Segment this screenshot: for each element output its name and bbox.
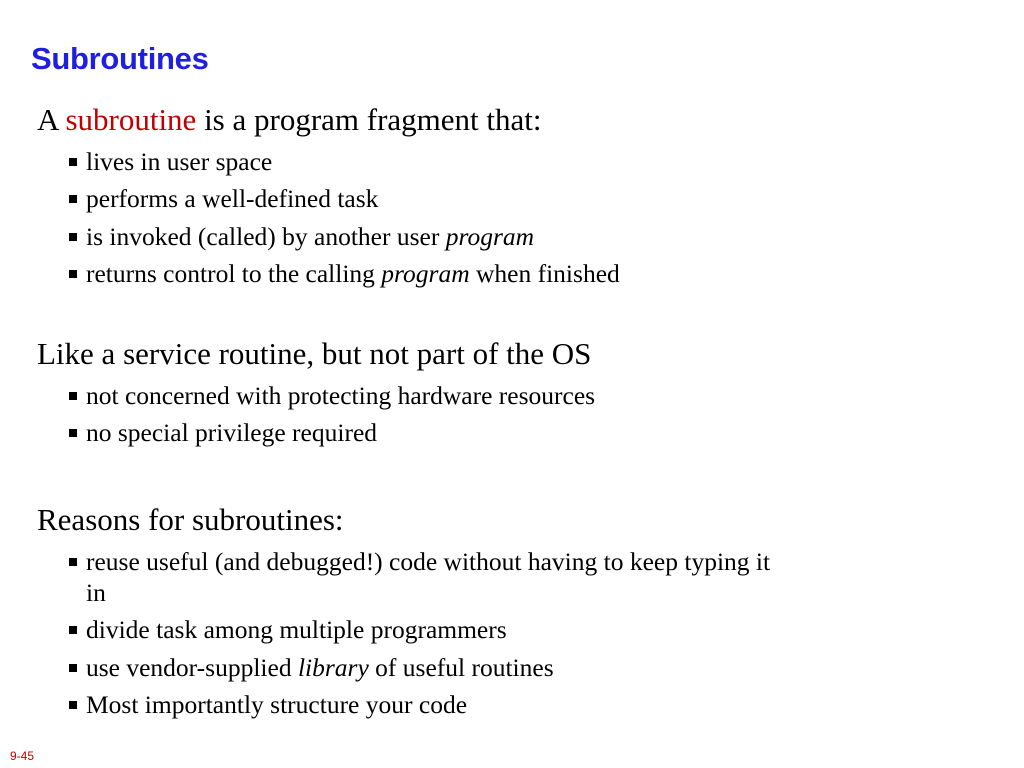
list-item <box>37 258 797 289</box>
list-item <box>37 546 786 608</box>
square-bullet-icon <box>69 392 77 400</box>
section-reasons <box>37 501 797 720</box>
square-bullet-icon <box>69 429 77 437</box>
bullet-text: is invoked (called) by another user <box>86 221 440 251</box>
square-bullet-icon <box>69 195 77 203</box>
section-heading <box>37 101 797 139</box>
section-service-routine-comparison <box>37 335 797 448</box>
bullet-list <box>37 546 797 721</box>
square-bullet-icon <box>69 233 77 241</box>
square-bullet-icon <box>69 626 77 634</box>
list-item <box>37 380 797 411</box>
section-heading: Like a service routine, but not part of the OS <box>37 336 592 371</box>
list-item <box>37 652 797 683</box>
emphasis-text: library <box>297 652 369 682</box>
list-item <box>37 146 797 177</box>
bullet-text: lives in user space <box>86 146 273 176</box>
bullet-text: no special privilege required <box>86 418 378 447</box>
page-number: 9-45 <box>10 749 35 763</box>
slide-title: Subroutines <box>31 41 209 76</box>
list-item <box>37 183 797 214</box>
list-item <box>37 614 797 645</box>
bullet-text: returns control to the calling <box>86 259 375 288</box>
heading-prefix: A <box>37 102 58 137</box>
square-bullet-icon <box>69 558 77 566</box>
square-bullet-icon <box>69 664 77 672</box>
bullet-text: performs a well-defined task <box>86 184 379 213</box>
list-item <box>37 689 797 720</box>
bullet-text: Most importantly structure your code <box>86 690 468 719</box>
section-heading: Reasons for subroutines: <box>37 502 344 537</box>
bullet-text: not concerned with protecting hardware resources <box>86 380 596 410</box>
bullet-list <box>37 380 797 449</box>
bullet-text-after: when finished <box>476 259 620 288</box>
square-bullet-icon <box>69 701 77 709</box>
emphasis-text: program <box>381 259 470 288</box>
heading-suffix: is a program fragment that: <box>204 102 542 137</box>
section-subroutine-definition <box>37 101 797 289</box>
bullet-text: divide task among multiple programmers <box>86 615 507 644</box>
highlighted-term: subroutine <box>65 102 197 137</box>
list-item <box>37 417 797 448</box>
square-bullet-icon <box>69 158 77 166</box>
emphasis-text: program <box>445 221 535 251</box>
bullet-text: use vendor-supplied <box>86 652 292 682</box>
bullet-list <box>37 146 797 290</box>
bullet-text: reuse useful (and debugged!) code without having to keep typing it in <box>86 546 771 607</box>
bullet-text-after: of useful routines <box>375 652 554 682</box>
list-item <box>37 221 797 252</box>
square-bullet-icon <box>69 270 77 278</box>
